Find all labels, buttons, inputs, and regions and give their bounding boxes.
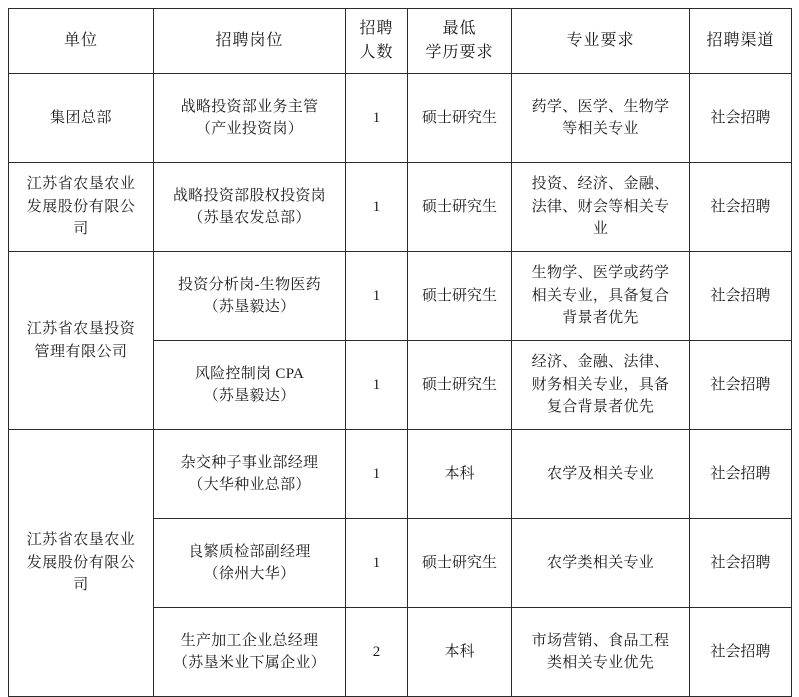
post-line1: 投资分析岗-生物医药 (178, 276, 321, 293)
post-cell (154, 341, 346, 430)
unit-cell (9, 252, 154, 430)
column-header-education (408, 9, 512, 74)
number-cell: 1 (346, 74, 408, 163)
number-cell: 1 (346, 252, 408, 341)
post-cell (154, 74, 346, 163)
major-line3: 业 (592, 221, 609, 238)
post-cell (154, 430, 346, 519)
table-header (9, 9, 792, 74)
major-cell (512, 430, 690, 519)
post-line1: 战略投资部业务主管 (180, 98, 319, 115)
column-header-channel: 招聘渠道 (690, 9, 792, 74)
major-line2: 法律、财会等相关专 (531, 198, 670, 215)
column-header-number-line1: 招聘 (359, 20, 394, 37)
post-cell (154, 608, 346, 697)
major-line1: 经济、金融、法律、 (531, 354, 670, 371)
table-header-row (9, 9, 792, 74)
post-line2: （徐州大华） (203, 566, 296, 582)
column-header-post: 招聘岗位 (154, 9, 346, 74)
unit-line2: 管理有限公司 (34, 343, 128, 360)
column-header-education-line1: 最低 (442, 20, 477, 37)
education-cell: 硕士研究生 (408, 74, 512, 163)
post-cell (154, 163, 346, 252)
major-cell (512, 252, 690, 341)
unit-line3: 司 (73, 577, 89, 594)
major-line1: 农学类相关专业 (546, 554, 655, 571)
column-header-number (346, 9, 408, 74)
unit-line3: 司 (73, 221, 89, 238)
table-row (9, 163, 792, 252)
major-cell (512, 341, 690, 430)
major-line1: 生物学、医学或药学 (531, 265, 670, 282)
post-line1: 良繁质检部副经理 (188, 543, 311, 560)
post-line1: 生产加工企业总经理 (180, 632, 319, 649)
unit-cell (9, 430, 154, 697)
post-line1: 战略投资部股权投资岗 (172, 187, 326, 204)
channel-cell: 社会招聘 (690, 163, 792, 252)
channel-cell: 社会招聘 (690, 519, 792, 608)
education-cell: 硕士研究生 (408, 252, 512, 341)
unit-line1: 江苏省农垦投资 (26, 321, 136, 337)
major-line2: 等相关专业 (562, 121, 639, 137)
column-header-major: 专业要求 (512, 9, 690, 74)
education-cell: 本科 (408, 430, 512, 519)
table-row (9, 74, 792, 163)
number-cell: 1 (346, 341, 408, 430)
column-header-number-line2: 人数 (359, 44, 394, 61)
major-line2: 财务相关专业，具备 (531, 376, 670, 393)
post-line2: （苏垦米业下属企业） (172, 655, 326, 671)
major-cell (512, 74, 690, 163)
recruitment-table (8, 8, 792, 697)
number-cell: 2 (346, 608, 408, 697)
post-line1: 风险控制岗 CPA (194, 365, 305, 382)
post-line2: （大华种业总部） (188, 477, 311, 493)
channel-cell: 社会招聘 (690, 430, 792, 519)
major-cell (512, 608, 690, 697)
post-line1: 杂交种子事业部经理 (180, 454, 319, 471)
major-line1: 投资、经济、金融、 (531, 176, 670, 193)
column-header-unit: 单位 (9, 9, 154, 74)
major-line2: 类相关专业优先 (546, 655, 655, 671)
table-row (9, 430, 792, 519)
education-cell: 本科 (408, 608, 512, 697)
post-cell (154, 519, 346, 608)
channel-cell: 社会招聘 (690, 341, 792, 430)
major-line1: 市场营销、食品工程 (531, 632, 670, 649)
table-body (9, 74, 792, 697)
post-line2: （苏垦农发总部） (188, 210, 311, 226)
number-cell: 1 (346, 430, 408, 519)
major-line3: 背景者优先 (562, 310, 639, 327)
major-line2: 相关专业，具备复合 (531, 287, 670, 304)
post-line2: （产业投资岗） (195, 121, 304, 137)
unit-cell (9, 163, 154, 252)
unit-line2: 发展股份有限公 (26, 198, 136, 215)
unit-line2: 发展股份有限公 (26, 554, 136, 571)
number-cell: 1 (346, 519, 408, 608)
major-cell (512, 519, 690, 608)
education-cell: 硕士研究生 (408, 519, 512, 608)
unit-line1: 江苏省农垦农业 (26, 532, 136, 549)
major-line1: 农学及相关专业 (546, 465, 655, 482)
number-cell: 1 (346, 163, 408, 252)
channel-cell: 社会招聘 (690, 252, 792, 341)
channel-cell: 社会招聘 (690, 74, 792, 163)
column-header-education-line2: 学历要求 (425, 44, 494, 61)
table-row (9, 252, 792, 341)
unit-cell (9, 74, 154, 163)
post-line2: （苏垦毅达） (203, 299, 296, 315)
unit-line1: 江苏省农垦农业 (26, 176, 136, 193)
channel-cell: 社会招聘 (690, 608, 792, 697)
major-line3: 复合背景者优先 (546, 399, 655, 416)
post-line2: （苏垦毅达） (203, 388, 296, 404)
education-cell: 硕士研究生 (408, 341, 512, 430)
education-cell: 硕士研究生 (408, 163, 512, 252)
major-cell (512, 163, 690, 252)
unit-line1: 集团总部 (49, 109, 112, 126)
post-cell (154, 252, 346, 341)
major-line1: 药学、医学、生物学 (531, 98, 670, 115)
